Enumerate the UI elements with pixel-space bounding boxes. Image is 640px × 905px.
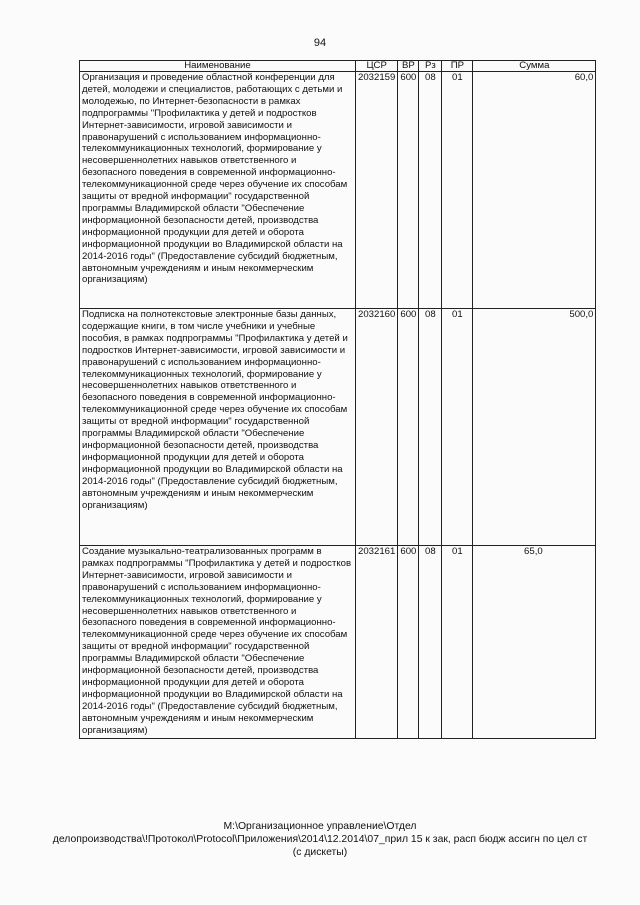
row-rz: 08 bbox=[419, 72, 442, 309]
footer-line-3: (с дискеты) bbox=[292, 847, 348, 858]
footer-line-1: М:\Организационное управление\Отдел bbox=[223, 821, 417, 832]
header-vr: ВР bbox=[398, 61, 419, 72]
page-number: 94 bbox=[313, 37, 327, 49]
row-csr: 2032160 bbox=[356, 309, 398, 546]
header-pr: ПР bbox=[442, 61, 473, 72]
row-rz: 08 bbox=[419, 546, 442, 739]
header-sum: Сумма bbox=[473, 61, 596, 72]
row-pr: 01 bbox=[442, 309, 473, 546]
table-header-row bbox=[80, 61, 596, 72]
row-sum: 500,0 bbox=[473, 309, 596, 546]
footer-file-path bbox=[0, 820, 640, 859]
header-rz: Рз bbox=[419, 61, 442, 72]
table-row bbox=[80, 309, 596, 546]
row-sum: 65,0 bbox=[473, 546, 596, 739]
row-rz: 08 bbox=[419, 309, 442, 546]
row-name: Создание музыкально-театрализованных программ в рамках подпрограммы "Профилактика у детей и подростков Интернет-зависимости, игровой зависимости и правонарушений с использованием информационно-телекоммуникационных технологий, формирование у несовершеннолетних навыков ответственного и безопасного поведения в современной информационно-телекоммуникационной среде через обучение их способам защиты от вредной информации" государственной программы Владимирской области "Обеспечение информационной безопасности детей, производства информационной продукции для детей и оборота информационной продукции во Владимирской области на 2014-2016 годы" (Предоставление субсидий бюджетным, автономным учреждениям и иным некоммерческим организациям) bbox=[80, 546, 356, 739]
row-csr: 2032161 bbox=[356, 546, 398, 739]
table-row bbox=[80, 72, 596, 309]
table-row bbox=[80, 546, 596, 739]
row-vr: 600 bbox=[398, 72, 419, 309]
row-vr: 600 bbox=[398, 546, 419, 739]
row-pr: 01 bbox=[442, 546, 473, 739]
row-sum: 60,0 bbox=[473, 72, 596, 309]
row-vr: 600 bbox=[398, 309, 419, 546]
row-name: Организация и проведение областной конференции для детей, молодежи и специалистов, работающих с детьми и молодежью, по Интернет-безопасности в рамках подпрограммы "Профилактика у детей и подростков Интернет-зависимости, игровой зависимости и правонарушений с использованием информационно-телекоммуникационных технологий, формирование у несовершеннолетних навыков ответственного и безопасного поведения в современной информационно-телекоммуникационной среде через обучение их способам защиты от вредной информации" государственной программы Владимирской области "Обеспечение информационной безопасности детей, производства информационной продукции для детей и оборота информационной продукции во Владимирской области на 2014-2016 годы" (Предоставление субсидий бюджетным, автономным учреждениям и иным некоммерческим организациям) bbox=[80, 72, 356, 309]
footer-line-2: делопроизводства\!Протокол\Protocol\Приложения\2014\12.2014\07_прил 15 к зак, расп бюдж ассигн по цел ст bbox=[52, 834, 588, 845]
header-csr: ЦСР bbox=[356, 61, 398, 72]
header-name: Наименование bbox=[80, 61, 356, 72]
row-csr: 2032159 bbox=[356, 72, 398, 309]
budget-table bbox=[79, 60, 596, 739]
row-name: Подписка на полнотекстовые электронные базы данных, содержащие книги, в том числе учебники и учебные пособия, в рамках подпрограммы "Профилактика у детей и подростков Интернет-зависимости, игровой зависимости и правонарушений с использованием информационно-телекоммуникационных технологий, формирование у несовершеннолетних навыков ответственного и безопасного поведения в современной информационно-телекоммуникационной среде через обучение их способам защиты от вредной информации" государственной программы Владимирской области "Обеспечение информационной безопасности детей, производства информационной продукции для детей и оборота информационной продукции во Владимирской области на 2014-2016 годы" (Предоставление субсидий бюджетным, автономным учреждениям и иным некоммерческим организациям) bbox=[80, 309, 356, 546]
row-pr: 01 bbox=[442, 72, 473, 309]
